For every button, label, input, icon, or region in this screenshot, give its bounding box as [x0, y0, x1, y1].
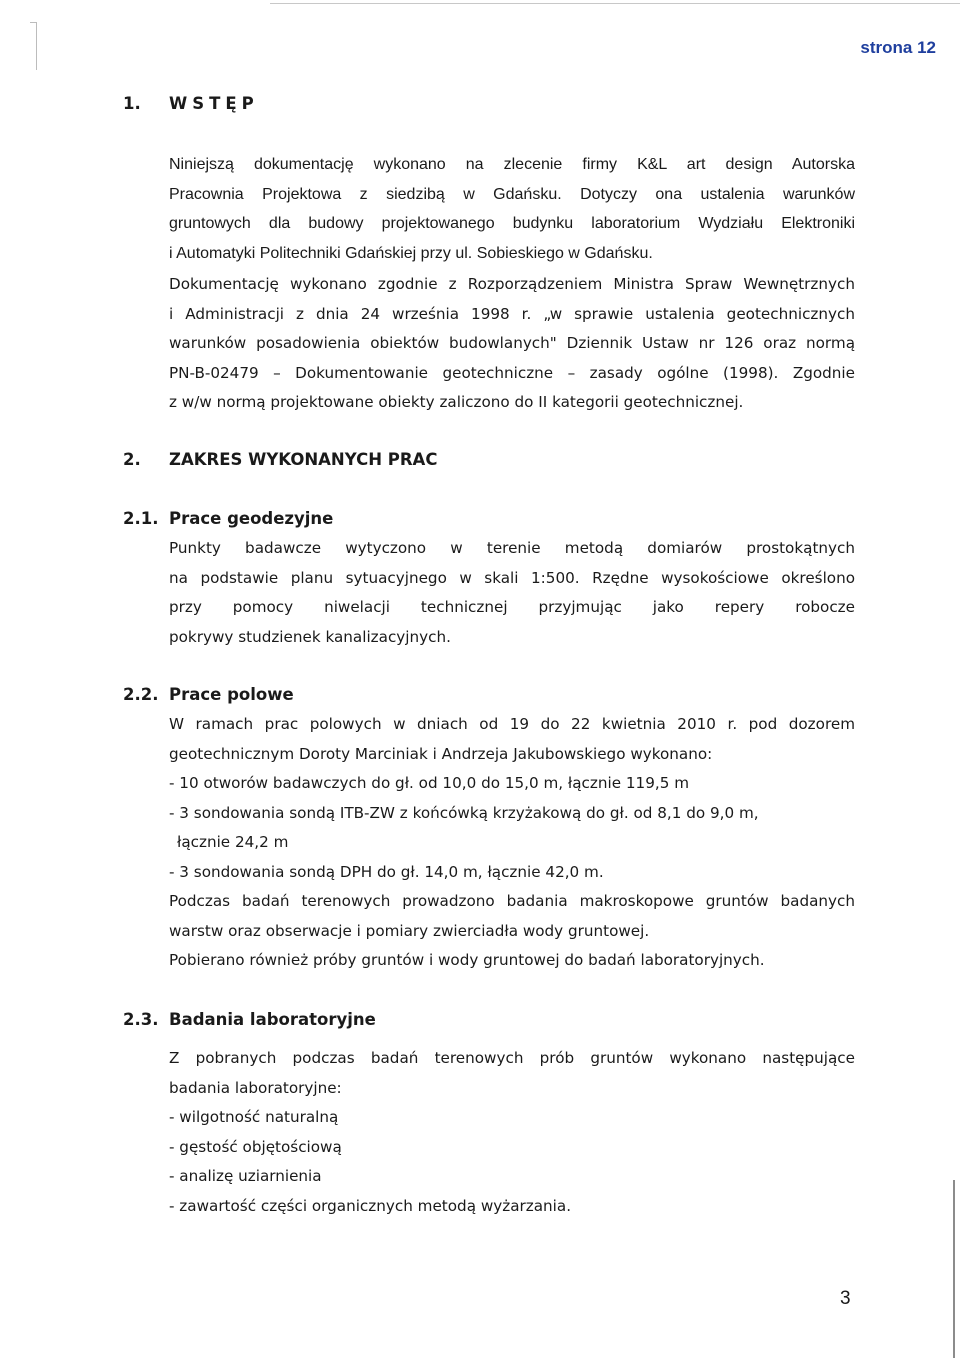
- paragraph-line: Pracownia Projektowa z siedzibą w Gdańsku. Dotyczy ona ustalenia warunków: [169, 185, 855, 203]
- fieldwork-intro: [169, 710, 855, 769]
- subsection-title: Badania laboratoryjne: [169, 1010, 376, 1029]
- paragraph-line: Pobierano również próby gruntów i wody gruntowej do badań laboratoryjnych.: [169, 951, 765, 969]
- section-heading-1: [123, 94, 259, 113]
- paragraph-line: Z pobranych podczas badań terenowych prób gruntów wykonano następujące: [169, 1049, 855, 1067]
- page-label: strona 12: [860, 38, 936, 57]
- lab-list: [169, 1103, 855, 1221]
- page-number: 3: [840, 1288, 851, 1309]
- subsection-number: 2.1.: [123, 509, 159, 528]
- paragraph-line: i Automatyki Politechniki Gdańskiej przy ul. Sobieskiego w Gdańsku.: [169, 244, 653, 262]
- paragraph-line: geotechnicznym Doroty Marciniak i Andrzeja Jakubowskiego wykonano:: [169, 744, 713, 763]
- paragraph-line: z w/w normą projektowane obiekty zaliczono do II kategorii geotechnicznej.: [169, 393, 744, 411]
- list-item: - zawartość części organicznych metodą wyżarzania.: [169, 1196, 572, 1215]
- section-number: 2.: [123, 450, 141, 469]
- lab-intro: [169, 1044, 855, 1103]
- subsection-number: 2.3.: [123, 1010, 159, 1029]
- paragraph-line: gruntowych dla budowy projektowanego budynku laboratorium Wydziału Elektroniki: [169, 215, 855, 232]
- paragraph-line: PN-B-02479 – Dokumentowanie geotechniczne – zasady ogólne (1998). Zgodnie: [169, 363, 855, 382]
- paragraph-line: Niniejszą dokumentację wykonano na zlecenie firmy K&L art design Autorska: [169, 156, 855, 173]
- paragraph-line: W ramach prac polowych w dniach od 19 do 22 kwietnia 2010 r. pod dozorem: [169, 715, 855, 733]
- paragraph-line: pokrywy studzienek kanalizacyjnych.: [169, 627, 451, 646]
- scan-edge-line: [953, 1180, 955, 1358]
- paragraph-line: warunków posadowienia obiektów budowlanych" Dziennik Ustaw nr 126 oraz normą: [169, 334, 855, 352]
- list-item: - 10 otworów badawczych do gł. od 10,0 do 15,0 m, łącznie 119,5 m: [169, 774, 689, 792]
- standards-paragraph: [169, 270, 855, 418]
- paragraph-line: i Administracji z dnia 24 września 1998 r. „w sprawie ustalenia geotechnicznych: [169, 304, 855, 323]
- subsection-number: 2.2.: [123, 685, 159, 704]
- section-title: WSTĘP: [169, 94, 259, 113]
- paragraph-line: warstw oraz obserwacje i pomiary zwierciadła wody gruntowej.: [169, 921, 650, 940]
- paragraph-line: Punkty badawcze wytyczono w terenie metodą domiarów prostokątnych: [169, 539, 855, 557]
- list-item: łącznie 24,2 m: [177, 833, 289, 851]
- section-number: 1.: [123, 94, 141, 113]
- scan-corner-mark: [36, 22, 37, 70]
- list-item: - 3 sondowania sondą DPH do gł. 14,0 m, łącznie 42,0 m.: [169, 862, 604, 881]
- list-item: - analizę uziarnienia: [169, 1167, 322, 1185]
- section-heading-2: [123, 450, 437, 469]
- geodetic-paragraph: [169, 534, 855, 652]
- intro-paragraph: [169, 150, 855, 268]
- paragraph-line: badania laboratoryjne:: [169, 1078, 342, 1097]
- subsection-title: Prace geodezyjne: [169, 509, 334, 528]
- list-item: - 3 sondowania sondą ITB-ZW z końcówką krzyżakową do gł. od 8,1 do 9,0 m,: [169, 803, 759, 822]
- list-item: - gęstość objętościową: [169, 1137, 342, 1156]
- paragraph-line: Podczas badań terenowych prowadzono badania makroskopowe gruntów badanych: [169, 892, 855, 910]
- section-title: ZAKRES WYKONANYCH PRAC: [169, 450, 438, 469]
- subsection-heading-2-2: [123, 685, 294, 704]
- fieldwork-list: [169, 769, 855, 887]
- paragraph-line: na podstawie planu sytuacyjnego w skali 1:500. Rzędne wysokościowe określono: [169, 568, 855, 587]
- fieldwork-outro: [169, 887, 855, 976]
- subsection-title: Prace polowe: [169, 685, 294, 704]
- paragraph-line: Dokumentację wykonano zgodnie z Rozporządzeniem Ministra Spraw Wewnętrznych: [169, 275, 855, 293]
- subsection-heading-2-1: [123, 509, 333, 528]
- scan-corner-mark: [30, 22, 37, 23]
- subsection-heading-2-3: [123, 1010, 376, 1029]
- scan-edge-line: [270, 3, 960, 4]
- paragraph-line: przy pomocy niwelacji technicznej przyjmując jako repery robocze: [169, 598, 855, 616]
- list-item: - wilgotność naturalną: [169, 1108, 339, 1126]
